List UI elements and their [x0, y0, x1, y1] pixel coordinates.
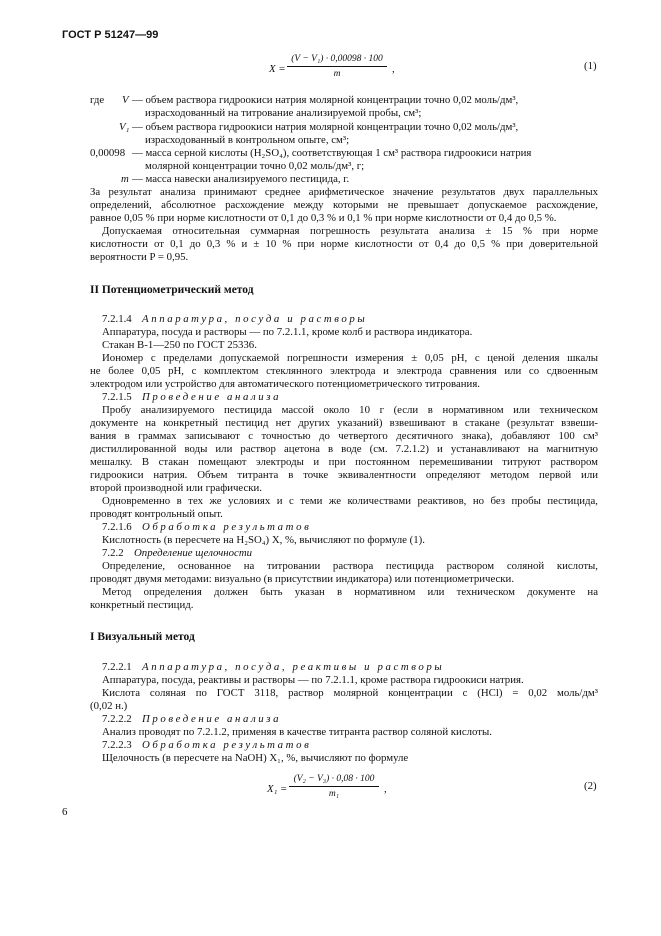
where-v-line1: — объем раствора гидроокиси натрия молярной концентрации точно 0,02 моль/дм³,: [132, 94, 519, 106]
clause-7215-para: мешалку. В стакан помещают электроды и при постоянном перемешивании титруют раствором: [90, 456, 598, 468]
clause-7223-title: Обработка результатов: [142, 739, 312, 751]
para-error-line: Допускаемая относительная суммарная погрешность результата анализа ± 15 % при норме: [102, 225, 598, 237]
clause-7214-para: электродом или устройство для автоматического потенциометрического титрования.: [90, 378, 480, 390]
para-result-line: равное 0,05 % при норме кислотности от 0,1 до 0,3 % и 0,1 % при норме кислотности от 0,4 до 0,5 %.: [90, 212, 557, 224]
clause-7221-number: 7.2.2.1: [102, 661, 132, 673]
para-result-line: За результат анализа принимают среднее арифметическое значение результатов двух параллельных: [90, 186, 598, 198]
clause-7214-para: Иономер с пределами допускаемой погрешности измерения ± 0,05 pH, с ценой деления шкалы: [102, 352, 598, 364]
page-number: 6: [62, 806, 68, 818]
clause-722-title: Определение щелочности: [134, 547, 253, 559]
where-v-line2: израсходованный на титрование анализируемой пробы, см³;: [145, 107, 422, 119]
clause-7214-line: Стакан В-1—250 по ГОСТ 25336.: [102, 339, 257, 351]
where-m-symbol: m: [121, 173, 129, 185]
document-header: ГОСТ Р 51247—99: [62, 29, 159, 41]
formula2-numerator: (V₂ − V₃) · 0,08 · 100: [293, 774, 375, 784]
clause-7221-line: Аппаратура, посуда, реактивы и растворы — по 7.2.1.1, кроме раствора гидроокиси натрия.: [102, 674, 524, 686]
clause-7223-line: Щелочность (в пересчете на NaOH) X₁, %, вычисляют по формуле: [102, 752, 409, 764]
para-result-line: определений, абсолютное расхождение между которыми не превышает допускаемое расхождение,: [90, 199, 598, 211]
where-m-line1: — масса навески анализируемого пестицида, г.: [132, 173, 350, 185]
clause-7215-para: документе на конкретный пестицид нет других указаний) взвешивают в стакане (результат взвеши-: [90, 417, 598, 429]
clause-7216-line: Кислотность (в пересчете на H₂SO₄) X, %, вычисляют по формуле (1).: [102, 534, 425, 546]
clause-7223-number: 7.2.2.3: [102, 739, 132, 751]
formula1-numerator: (V − V₁) · 0,00098 · 100: [291, 54, 383, 64]
clause-7215-para: гидроокиси натрия. Объем титранта в точке эквивалентности определяют методом первой или: [90, 469, 598, 481]
para-error-line: кислотности от 0,1 до 0,3 % и ± 10 % при норме кислотности от 0,4 до 0,5 % при доверительной: [90, 238, 598, 250]
where-c-line1: — масса серной кислоты (H₂SO₄), соответствующая 1 см³ раствора гидроокиси натрия: [132, 147, 532, 159]
formula2-number: (2): [584, 780, 597, 792]
clause-7222-line: Анализ проводят по 7.2.1.2, применяя в качестве титранта раствор соляной кислоты.: [102, 726, 492, 738]
clause-7221-para: Кислота соляная по ГОСТ 3118, раствор молярной концентрации c (HCl) = 0,02 моль/дм³: [102, 687, 598, 699]
where-v1-line1: — объем раствора гидроокиси натрия молярной концентрации точно 0,02 моль/дм³,: [132, 121, 519, 133]
clause-7216-number: 7.2.1.6: [102, 521, 132, 533]
clause-722-para2: конкретный пестицид.: [90, 599, 194, 611]
clause-7222-number: 7.2.2.2: [102, 713, 132, 725]
clause-7214-line: Аппаратура, посуда и растворы — по 7.2.1.1, кроме колб и раствора индикатора.: [102, 326, 473, 338]
clause-722-para2: Метод определения должен быть указан в нормативном или техническом документе на: [102, 586, 598, 598]
para-error-line: вероятности P = 0,95.: [90, 251, 189, 263]
where-intro: где: [90, 94, 105, 106]
formula1-number: (1): [584, 60, 597, 72]
formula2-fraction-bar: [289, 786, 379, 787]
clause-7214-number: 7.2.1.4: [102, 313, 132, 325]
clause-7215-para: дистиллированной воды или раствор ацетона в воде (см. 7.2.1.2) и устанавливают на магнитную: [90, 443, 598, 455]
where-v-symbol: V: [122, 94, 129, 106]
clause-7214-title: Аппаратура, посуда и растворы: [142, 313, 368, 325]
formula1-comma: ,: [392, 63, 395, 75]
clause-7215-para: Пробу анализируемого пестицида массой около 10 г (если в нормативном или техническом: [102, 404, 598, 416]
formula2-comma: ,: [384, 783, 387, 795]
where-c-symbol: 0,00098: [90, 147, 126, 159]
formula1-denominator: m: [333, 69, 341, 79]
section-title-visual: I Визуальный метод: [90, 631, 195, 643]
formula1-fraction-bar: [287, 66, 387, 67]
where-v1-line2: израсходованный в контрольном опыте, см³;: [145, 134, 350, 146]
section-title-potentiometric: II Потенциометрический метод: [90, 284, 254, 296]
clause-7215-title: Проведение анализа: [142, 391, 282, 403]
clause-7215-para: вания в граммах записывают с точностью до четвертого десятичного знака), добавляют 100 см³: [90, 430, 598, 442]
clause-7221-para: (0,02 н.): [90, 700, 128, 712]
where-c-line2: молярной концентрации точно 0,02 моль/дм³, г;: [145, 160, 365, 172]
clause-722-para: Определение, основанное на титровании раствора пестицида раствором соляной кислоты,: [102, 560, 598, 572]
clause-722-para: проводят двумя методами: визуально (в присутствии индикатора) или потенциометрически.: [90, 573, 515, 585]
clause-7216-title: Обработка результатов: [142, 521, 312, 533]
clause-7215-number: 7.2.1.5: [102, 391, 132, 403]
clause-7215-para2: проводят контрольный опыт.: [90, 508, 223, 520]
clause-722-number: 7.2.2: [102, 547, 124, 559]
clause-7215-para: второй производной или графически.: [90, 482, 262, 494]
formula2-lhs: X₁ =: [267, 783, 288, 795]
formula2-denominator: m₁: [328, 789, 340, 799]
clause-7214-para: не более 0,05 pH, с комплектом стеклянного электрода и электрода сравнения или со сдвоенным: [90, 365, 598, 377]
where-v1-symbol: V₁: [119, 121, 130, 133]
formula1-lhs: X =: [269, 63, 286, 75]
clause-7222-title: Проведение анализа: [142, 713, 282, 725]
clause-7221-title: Аппаратура, посуда, реактивы и растворы: [142, 661, 445, 673]
clause-7215-para2: Одновременно в тех же условиях и с теми же количествами реактивов, но без пробы пестицида,: [102, 495, 598, 507]
